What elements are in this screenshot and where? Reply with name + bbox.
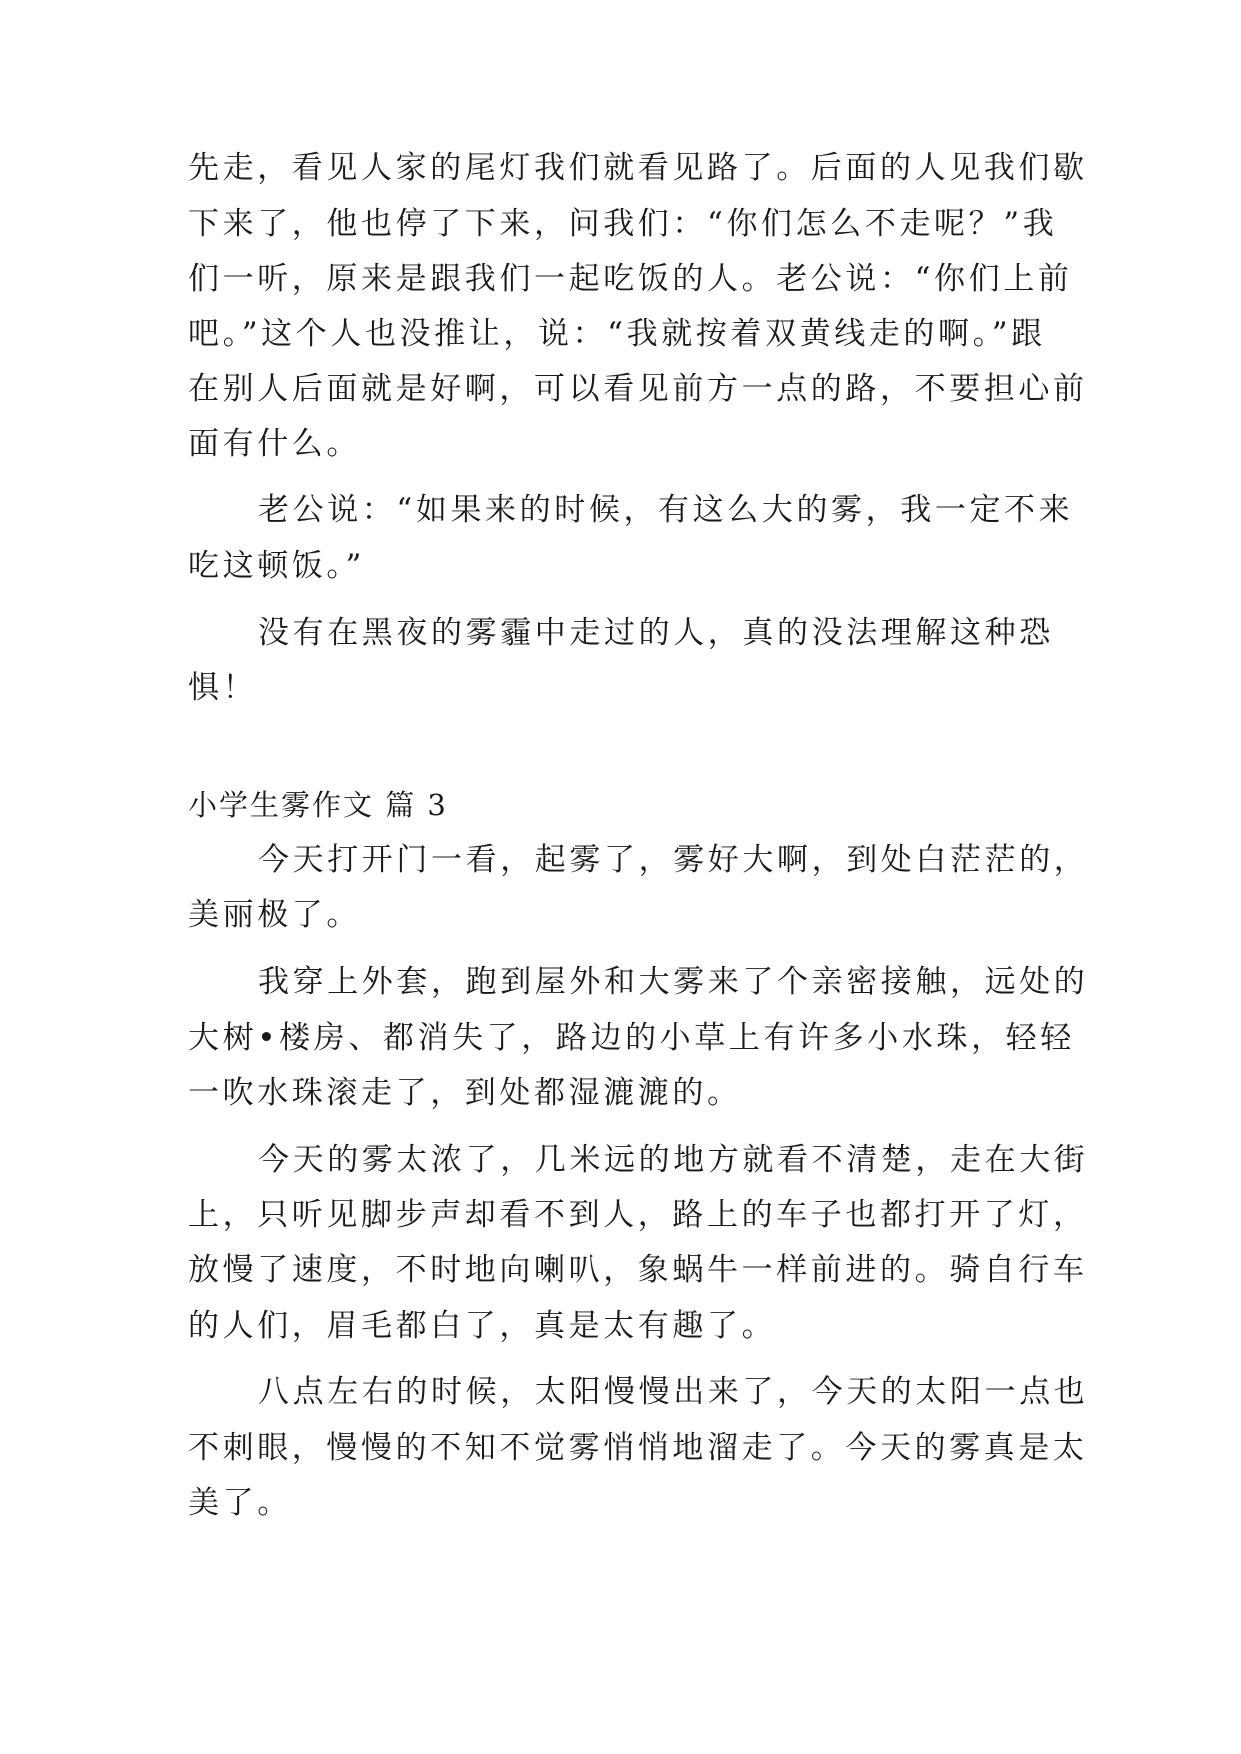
text-line: 下来了，他也停了下来，问我们：“你们怎么不走呢？”我	[188, 206, 1058, 242]
paragraph-first-line: 八点左右的时候，太阳慢慢出来了，今天的太阳一点也	[258, 1374, 1089, 1410]
paragraph-first-line: 我穿上外套，跑到屋外和大雾来了个亲密接触，远处的	[258, 964, 1089, 1000]
paragraph-first-line: 老公说：“如果来的时候，有这么大的雾，我一定不来	[258, 492, 1074, 528]
text-line: 面有什么。	[188, 426, 361, 462]
text-line: 大树•楼房、都消失了，路边的小草上有许多小水珠，轻轻	[188, 1020, 1075, 1056]
paragraph-first-line: 今天的雾太浓了，几米远的地方就看不清楚，走在大街	[258, 1142, 1089, 1178]
paragraph-first-line: 没有在黑夜的雾霾中走过的人，真的没法理解这种恐	[258, 615, 1054, 651]
text-line: 们一听，原来是跟我们一起吃饭的人。老公说：“你们上前	[188, 261, 1073, 297]
text-line: 美丽极了。	[188, 897, 361, 933]
text-line: 美了。	[188, 1485, 292, 1521]
text-line: 惧！	[188, 670, 258, 706]
text-line: 先走，看见人家的尾灯我们就看见路了。后面的人见我们歇	[188, 150, 1088, 186]
text-line: 放慢了速度，不时地向喇叭，象蜗牛一样前进的。骑自行车	[188, 1252, 1088, 1288]
text-line: 吃这顿饭。”	[188, 548, 365, 584]
text-line: 在别人后面就是好啊，可以看见前方一点的路，不要担心前	[188, 371, 1088, 407]
text-line: 不刺眼，慢慢的不知不觉雾悄悄地溜走了。今天的雾真是太	[188, 1430, 1088, 1466]
text-line: 的人们，眉毛都白了，真是太有趣了。	[188, 1308, 777, 1344]
text-line: 一吹水珠滚走了，到处都湿漉漉的。	[188, 1075, 742, 1111]
section-heading: 小学生雾作文 篇 3	[188, 788, 448, 822]
paragraph-first-line: 今天打开门一看，起雾了，雾好大啊，到处白茫茫的，	[258, 842, 1089, 878]
text-line: 上，只听见脚步声却看不到人，路上的车子也都打开了灯，	[188, 1197, 1088, 1233]
text-line: 吧。”这个人也没推让，说：“我就按着双黄线走的啊。”跟	[188, 316, 1046, 352]
